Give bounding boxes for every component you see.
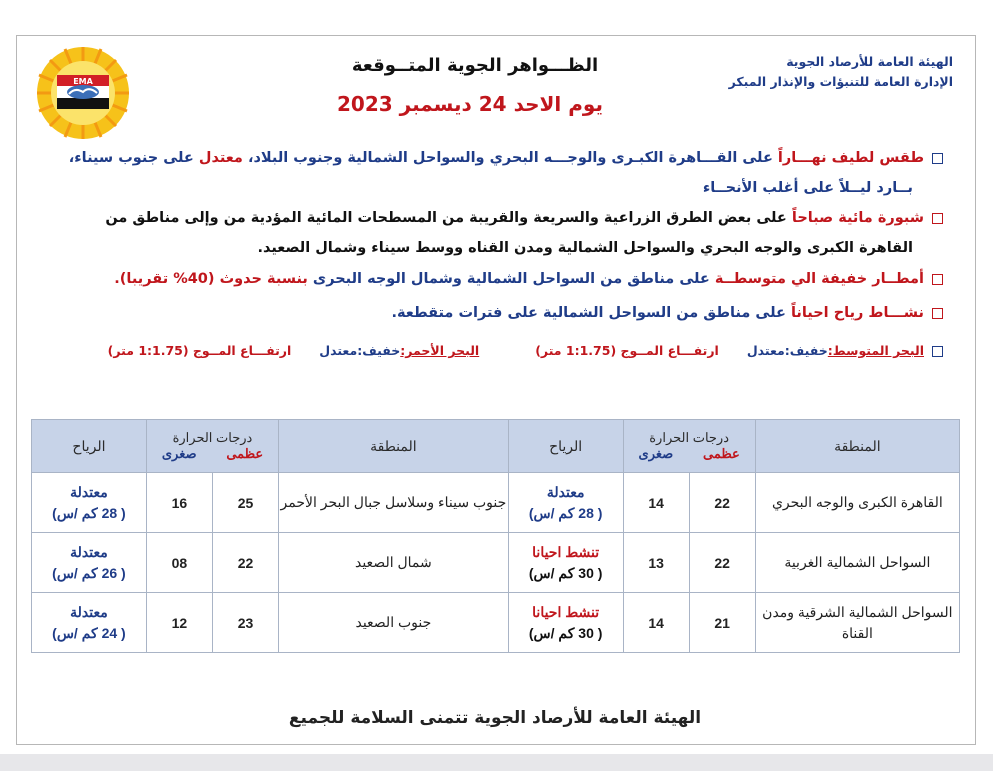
table-row	[32, 533, 960, 593]
header-temps-label-2: درجات الحرارة	[172, 430, 253, 445]
bullet-1-part-1: طقس لطيف نهـــاراً	[777, 150, 924, 166]
bullet-3-part-2: على مناطق من السواحل الشمالية وشمال الوجه البحرى	[307, 271, 715, 287]
region-cell: جنوب سيناء وسلاسل جبال البحر الأحمر	[279, 473, 509, 533]
bullet-1-part-4: على جنوب سيناء،	[68, 150, 199, 166]
organization-header	[653, 52, 953, 92]
checkbox-icon	[932, 274, 943, 285]
bullet-weather	[53, 143, 943, 173]
bullet-wind	[53, 298, 943, 328]
table-row	[32, 593, 960, 653]
max-temp-cell: 22	[212, 533, 278, 593]
red-sea-wave: ارتفـــاع المــوج (1:1.75 متر)	[107, 343, 292, 358]
bullet-1-part-3: معتدل	[198, 150, 243, 166]
bullet-2-part-2: على بعض الطرق الزراعية والسريعة والقريبة من المسطحات المائية المؤدية من وإلى مناطق من	[105, 210, 792, 226]
bullet-fog	[53, 203, 943, 233]
wind-speed: ( 30 كم /س)	[528, 624, 603, 641]
wind-state: معتدلة	[70, 483, 108, 500]
wind-cell	[508, 533, 623, 593]
bullet-2-line-2: القاهرة الكبرى والوجه البحري والسواحل الشمالية ومدن القناه ووسط سيناء وشمال الصعيد.	[257, 240, 913, 256]
max-temp-cell: 23	[212, 593, 278, 653]
org-department: الإدارة العامة للتنبؤات والإنذار المبكر	[728, 74, 953, 89]
header-wind: الرياح	[508, 420, 623, 473]
wind-speed: ( 28 كم /س)	[528, 504, 603, 521]
region-cell: جنوب الصعيد	[279, 593, 509, 653]
wind-cell	[32, 593, 147, 653]
temperature-table	[31, 419, 960, 653]
region-cell: شمال الصعيد	[279, 533, 509, 593]
header-max: عظمى	[703, 446, 740, 461]
red-sea-label: البحر الأحمر:	[400, 343, 480, 358]
wind-state: تنشط احيانا	[532, 543, 600, 560]
header-region: المنطقة	[755, 420, 959, 473]
region-cell: السواحل الشمالية الشرقية ومدن القناة	[755, 593, 959, 653]
med-sea-state: خفيف:معتدل	[746, 343, 828, 358]
wind-cell	[32, 473, 147, 533]
bullet-3-part-3: بنسبة حدوث (40% تقريبا).	[114, 271, 308, 287]
header-temps-label: درجات الحرارة	[649, 430, 730, 445]
bulletin-title: الظـــواهر الجوية المتــوقعة	[351, 55, 599, 76]
wind-cell	[32, 533, 147, 593]
max-temp-cell: 25	[212, 473, 278, 533]
min-temp-cell: 08	[146, 533, 212, 593]
table-row	[32, 473, 960, 533]
wind-cell	[508, 593, 623, 653]
min-temp-cell: 13	[623, 533, 689, 593]
wind-cell	[508, 473, 623, 533]
bullet-3-part-1: أمطــار خفيفة الي متوسطــة	[714, 271, 924, 287]
checkbox-icon	[932, 346, 943, 357]
wind-speed: ( 30 كم /س)	[528, 564, 603, 581]
wind-speed: ( 24 كم /س)	[52, 624, 126, 641]
wind-state: معتدلة	[70, 543, 108, 560]
wind-state: معتدلة	[546, 483, 585, 500]
bullet-rain	[53, 264, 943, 294]
med-sea-label: البحر المتوسط:	[827, 343, 924, 358]
max-temp-cell: 22	[689, 473, 755, 533]
bullet-2-part-1: شبورة مائية صباحاً	[791, 210, 924, 226]
table-header-row	[32, 420, 960, 473]
min-temp-cell: 14	[623, 593, 689, 653]
header-min: صغرى	[638, 446, 674, 461]
wind-speed: ( 28 كم /س)	[52, 504, 126, 521]
wind-state: تنشط احيانا	[532, 603, 600, 620]
ema-logo-icon	[35, 45, 131, 141]
header-wind-2: الرياح	[32, 420, 147, 473]
region-cell: القاهرة الكبرى والوجه البحري	[755, 473, 959, 533]
checkbox-icon	[932, 308, 943, 319]
bullet-4-part-1: نشـــاط رياح احياناً	[790, 305, 924, 321]
med-sea-wave: ارتفـــاع المــوج (1:1.75 متر)	[535, 343, 719, 358]
min-temp-cell: 14	[623, 473, 689, 533]
checkbox-icon	[932, 153, 943, 164]
min-temp-cell: 12	[146, 593, 212, 653]
org-name: الهيئة العامة للأرصاد الجوية	[786, 54, 953, 69]
seas-status	[53, 343, 943, 358]
bullet-4-part-2: على مناطق من السواحل الشمالية على فترات متقطعة.	[391, 305, 791, 321]
header-region-2: المنطقة	[279, 420, 509, 473]
header-max-2: عظمى	[226, 446, 264, 461]
checkbox-icon	[932, 213, 943, 224]
wind-state: معتدلة	[70, 603, 108, 620]
bottom-strip	[0, 754, 993, 771]
wind-speed: ( 26 كم /س)	[52, 564, 126, 581]
region-cell: السواحل الشمالية الغربية	[755, 533, 959, 593]
footer-message: الهيئة العامة للأرصاد الجوية تتمنى السلامة للجميع	[288, 708, 702, 728]
logo-text: EMA	[73, 77, 93, 86]
header-temps	[623, 420, 755, 473]
header-min-2: صغرى	[161, 446, 197, 461]
bulletin-date: يوم الاحد 24 ديسمبر 2023	[337, 92, 603, 116]
bullet-1-part-2: على القـــاهرة الكبـرى والوجـــه البحري والسواحل الشمالية وجنوب البلاد،	[242, 150, 778, 166]
max-temp-cell: 21	[689, 593, 755, 653]
max-temp-cell: 22	[689, 533, 755, 593]
bullet-1-line-2: بــارد ليــلاً على أغلب الأنحــاء	[702, 180, 913, 196]
min-temp-cell: 16	[146, 473, 212, 533]
red-sea-state: خفيف:معتدل	[319, 343, 401, 358]
header-temps-2	[146, 420, 278, 473]
